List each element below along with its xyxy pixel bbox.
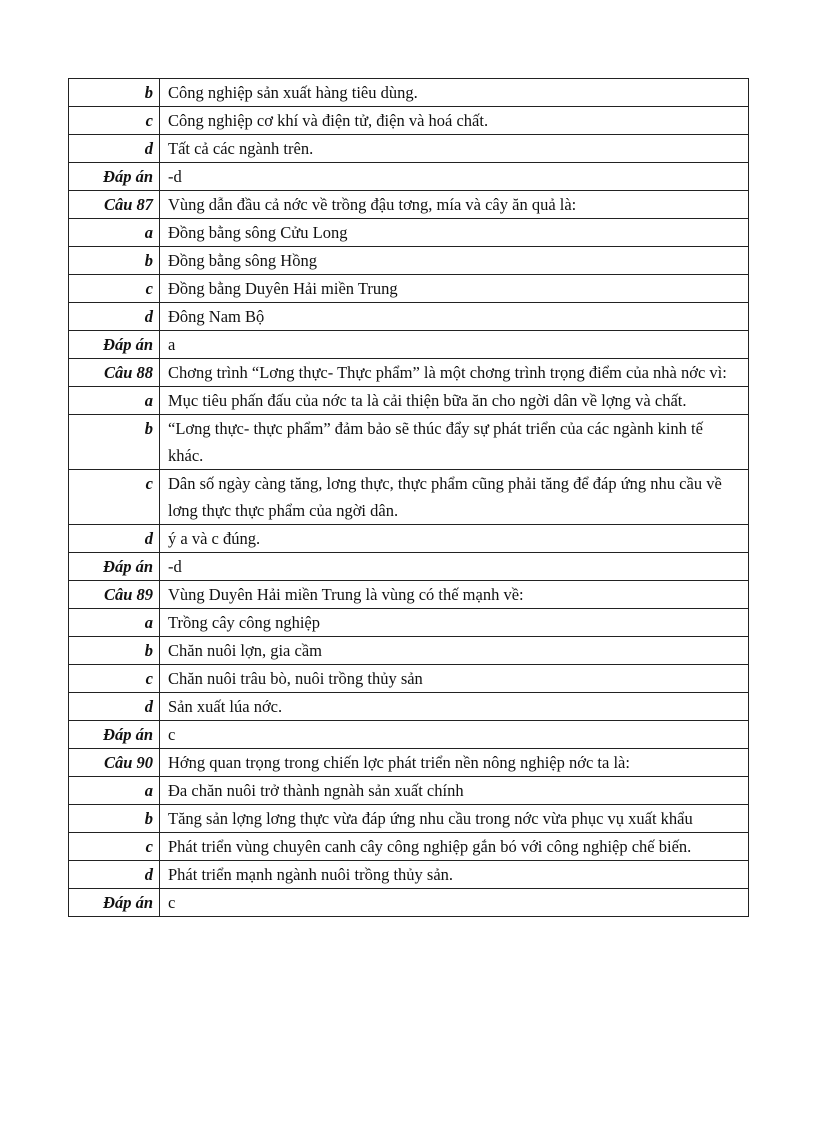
row-text: Chăn nuôi lợn, gia cầm: [160, 637, 749, 665]
table-row: [69, 861, 749, 889]
table-row: [69, 107, 749, 135]
table-row: [69, 581, 749, 609]
row-label: d: [69, 135, 160, 163]
row-text: Vùng Duyên Hải miền Trung là vùng có thế mạnh về:: [160, 581, 749, 609]
row-text: Tăng sản lợng lơng thực vừa đáp ứng nhu cầu trong nớc vừa phục vụ xuất khẩu: [160, 805, 749, 833]
table-row: [69, 470, 749, 525]
row-text: a: [160, 331, 749, 359]
row-label: d: [69, 303, 160, 331]
row-text: Mục tiêu phấn đấu của nớc ta là cải thiện bữa ăn cho ngời dân về lợng và chất.: [160, 387, 749, 415]
row-text: Công nghiệp cơ khí và điện tử, điện và hoá chất.: [160, 107, 749, 135]
row-text: Trồng cây công nghiệp: [160, 609, 749, 637]
table-row: [69, 637, 749, 665]
table-row: [69, 303, 749, 331]
row-text: -d: [160, 553, 749, 581]
row-label: a: [69, 777, 160, 805]
row-label: b: [69, 79, 160, 107]
row-text: Phát triển vùng chuyên canh cây công nghiệp gắn bó với công nghiệp chế biến.: [160, 833, 749, 861]
table-row: [69, 749, 749, 777]
row-label: Đáp án: [69, 331, 160, 359]
row-label: d: [69, 525, 160, 553]
row-text: “Lơng thực- thực phẩm” đảm bảo sẽ thúc đẩy sự phát triển của các ngành kinh tế khác.: [160, 415, 749, 470]
row-label: a: [69, 387, 160, 415]
table-row: [69, 777, 749, 805]
table-row: [69, 387, 749, 415]
row-label: b: [69, 805, 160, 833]
table-row: [69, 693, 749, 721]
table-row: [69, 415, 749, 470]
row-label: Câu 87: [69, 191, 160, 219]
row-label: Câu 88: [69, 359, 160, 387]
table-row: [69, 833, 749, 861]
row-label: b: [69, 247, 160, 275]
row-label: a: [69, 219, 160, 247]
table-row: [69, 247, 749, 275]
row-label: Đáp án: [69, 889, 160, 917]
table-row: [69, 191, 749, 219]
row-text: Tất cả các ngành trên.: [160, 135, 749, 163]
table-row: [69, 553, 749, 581]
row-label: b: [69, 415, 160, 470]
row-label: Đáp án: [69, 163, 160, 191]
row-label: c: [69, 275, 160, 303]
row-text: -d: [160, 163, 749, 191]
row-label: c: [69, 665, 160, 693]
row-label: d: [69, 861, 160, 889]
table-row: [69, 609, 749, 637]
table-row: [69, 665, 749, 693]
row-text: c: [160, 889, 749, 917]
table-row: [69, 805, 749, 833]
table-row: [69, 359, 749, 387]
row-label: Đáp án: [69, 553, 160, 581]
row-label: a: [69, 609, 160, 637]
row-label: Câu 90: [69, 749, 160, 777]
row-text: ý a và c đúng.: [160, 525, 749, 553]
row-label: d: [69, 693, 160, 721]
row-text: Công nghiệp sản xuất hàng tiêu dùng.: [160, 79, 749, 107]
row-label: c: [69, 833, 160, 861]
question-table-body: [69, 79, 749, 917]
table-row: [69, 163, 749, 191]
row-text: Đồng bằng Duyên Hải miền Trung: [160, 275, 749, 303]
table-row: [69, 721, 749, 749]
row-text: Đồng bằng sông Cửu Long: [160, 219, 749, 247]
row-text: Phát triển mạnh ngành nuôi trồng thủy sản.: [160, 861, 749, 889]
row-label: Câu 89: [69, 581, 160, 609]
table-row: [69, 135, 749, 163]
row-text: Dân số ngày càng tăng, lơng thực, thực phẩm cũng phải tăng để đáp ứng nhu cầu về lơng thực thực phẩm của ngời dân.: [160, 470, 749, 525]
row-text: c: [160, 721, 749, 749]
table-row: [69, 219, 749, 247]
row-text: Đông Nam Bộ: [160, 303, 749, 331]
row-label: c: [69, 107, 160, 135]
row-text: Sản xuất lúa nớc.: [160, 693, 749, 721]
row-text: Chơng trình “Lơng thực- Thực phẩm” là một chơng trình trọng điểm của nhà nớc vì:: [160, 359, 749, 387]
row-label: b: [69, 637, 160, 665]
row-text: Vùng dẫn đầu cả nớc về trồng đậu tơng, mía và cây ăn quả là:: [160, 191, 749, 219]
row-label: c: [69, 470, 160, 525]
row-label: Đáp án: [69, 721, 160, 749]
row-text: Chăn nuôi trâu bò, nuôi trồng thủy sản: [160, 665, 749, 693]
table-row: [69, 275, 749, 303]
table-row: [69, 79, 749, 107]
table-row: [69, 525, 749, 553]
row-text: Đa chăn nuôi trở thành ngnàh sản xuất chính: [160, 777, 749, 805]
row-text: Đồng bằng sông Hồng: [160, 247, 749, 275]
row-text: Hớng quan trọng trong chiến lợc phát triển nền nông nghiệp nớc ta là:: [160, 749, 749, 777]
table-row: [69, 331, 749, 359]
table-row: [69, 889, 749, 917]
question-table: [68, 78, 749, 917]
